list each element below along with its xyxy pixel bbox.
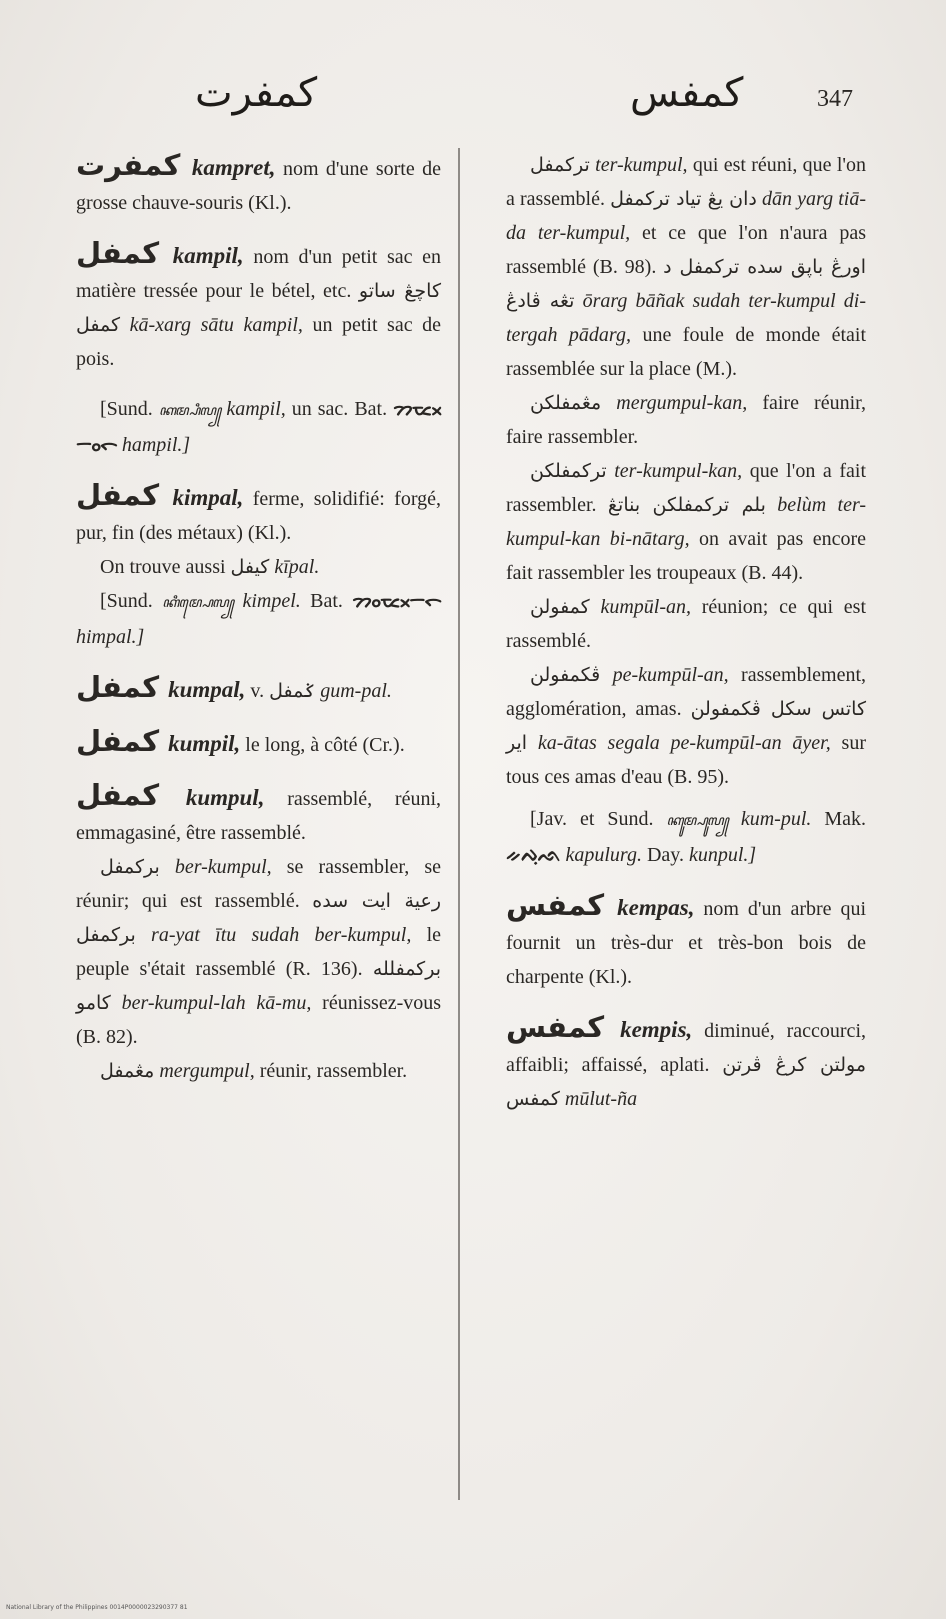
sund-label: [Sund. — [100, 398, 153, 420]
entry-kumpal — [76, 670, 441, 708]
example-arabic: مولتن كرڠ ڤرتن كمفس — [506, 1054, 866, 1110]
makassarese-script: ᨀᨄᨘᨒ — [506, 844, 561, 866]
example-translation: et ce que l'on n'aura pas rassemblé (B. 98). — [506, 222, 867, 278]
headword-arabic: كمفل — [76, 670, 160, 704]
example-arabic: دان يڠ تياد تركمفل — [610, 188, 757, 210]
entry-pekumpulan — [506, 658, 866, 794]
derivative-word: ter-kumpul-kan, — [614, 460, 743, 482]
javanese-script: ꦏꦸꦩ꧀ꦥꦸꦭ꧀ — [666, 813, 728, 829]
entry-kumpulan — [506, 590, 866, 658]
definition: ferme, solidifié: forgé, pur, fin (des métaux) (Kl.). — [76, 488, 441, 544]
jav-label: [Jav. et Sund. — [530, 808, 654, 830]
example-transliteration: kā-xarg sātu kampil, — [129, 314, 303, 336]
sundanese-word: kampil, — [226, 398, 286, 420]
batak-word: hampil.] — [121, 434, 191, 456]
batak-script: ᯂᯪᯔᯬᯇᯞ — [352, 590, 442, 612]
sundanese-script: ꦏꦩ꧀ꦥꦶꦭ꧀ — [158, 403, 221, 419]
headword-arabic: كمفس — [506, 888, 605, 922]
sund-label: [Sund. — [100, 590, 153, 612]
entry-kampil — [76, 236, 441, 376]
sundanese-word: kimpel. — [242, 590, 301, 612]
entry-kempas — [506, 888, 866, 994]
example-transliteration: ka-ātas segala pe-kumpūl-an āyer, — [537, 732, 831, 754]
example-transliteration: mūlut-ña — [564, 1088, 638, 1110]
reference-arabic: ݢمفل — [269, 680, 316, 702]
batak-script: ᯂᯔᯬᯇᯪᯞ — [76, 398, 442, 456]
derivative-word: kumpūl-an, — [600, 596, 691, 618]
derivative-word: ter-kumpul, — [595, 154, 688, 176]
definition: nom d'un petit sac en matière tressée pour le bétel, etc. — [76, 246, 442, 302]
example-arabic: بلم تركمفلكن بناتڠ — [607, 494, 766, 516]
derivative-arabic: تركمفل — [530, 154, 590, 176]
javanese-word: kum-pul. — [740, 808, 812, 830]
example-arabic: كاتس سکل ڤكمفولن اير — [506, 698, 866, 754]
variant-word: kīpal. — [274, 556, 320, 578]
example-transliteration: belùm ter-kumpul-kan bi-nātarg, — [506, 494, 867, 550]
entry-kempis — [506, 1010, 866, 1116]
see-also: v. — [250, 680, 265, 702]
derivative-arabic: بركمفل — [100, 856, 160, 878]
headword: kempas, — [617, 895, 695, 920]
bat-label: Bat. — [310, 590, 343, 612]
derivative-arabic: ڤكمفولن — [530, 664, 601, 686]
example-transliteration: ra-yat ītu sudah ber-kumpul, — [151, 924, 412, 946]
entry-kampret — [76, 148, 441, 220]
left-column — [76, 148, 441, 1104]
entry-terkumpulkan — [506, 454, 866, 590]
column-divider — [458, 148, 460, 1500]
definition: nom d'un arbre qui fournit un très-dur et très-bon bois de charpente (Kl.). — [506, 898, 867, 988]
example-translation: le peuple s'était rassemblé (R. 136). — [76, 924, 441, 980]
derivative-definition: qui est réuni, que l'on a rassemblé. — [506, 154, 867, 210]
derivative-word: ber-kumpul, — [174, 856, 272, 878]
scan-footer: National Library of the Philippines 0014P0000023290377 81 — [6, 1604, 188, 1611]
example-transliteration: ber-kumpul-lah kā-mu, — [121, 992, 312, 1014]
definition: le long, à côté (Cr.). — [245, 734, 405, 756]
example-translation: réunissez-vous (B. 82). — [76, 992, 442, 1048]
entry-kumpil — [76, 724, 441, 762]
headword-arabic: كمفس — [506, 1010, 605, 1044]
example-translation: une foule de monde était rassemblée sur la place (M.). — [506, 324, 867, 380]
derivative-definition: se rassembler, se réunir; qui est rassemblé. — [76, 856, 442, 912]
derivative-arabic: مڠمفل — [100, 1060, 155, 1082]
day-label: Day. — [646, 844, 684, 866]
headword-arabic: كمفل — [76, 236, 160, 270]
entry-kumpul-meng — [76, 1054, 441, 1088]
dayak-word: kunpul.] — [688, 844, 757, 866]
example-translation: sur tous ces amas d'eau (B. 95). — [506, 732, 866, 788]
entry-kumpul — [76, 778, 441, 850]
headword-arabic: كمفرت — [76, 148, 181, 182]
derivative-definition: rassemblement, agglomération, amas. — [506, 664, 867, 720]
derivative-definition: que l'on a fait rassembler. — [506, 460, 866, 516]
headword: kampret, — [191, 155, 276, 180]
entry-kimpal-variant — [76, 550, 441, 584]
right-column — [506, 148, 866, 1132]
example-transliteration: dān yarg tiā-da ter-kumpul, — [506, 188, 867, 244]
entry-kimpal — [76, 478, 441, 550]
headword-arabic: كمفل — [76, 478, 160, 512]
page-number: 347 — [817, 86, 853, 112]
entry-kumpul-ber — [76, 850, 441, 1054]
derivative-arabic: مڠمفلكن — [530, 392, 602, 414]
entry-mengumpulkan — [506, 386, 866, 454]
headword: kumpul, — [185, 785, 265, 810]
headword: kumpal, — [168, 677, 246, 702]
headword: kempis, — [620, 1017, 693, 1042]
definition: diminué, raccourci, affaibli; affaissé, aplati. — [506, 1020, 866, 1076]
entry-ter-kumpul — [506, 148, 866, 386]
headword: kimpal, — [172, 485, 244, 510]
derivative-arabic: كمفولن — [530, 596, 590, 618]
entry-kampil-cognates — [76, 392, 441, 462]
example-arabic: اورڠ باڽق سده تركمفل د تڠه ڤادڠ — [506, 256, 866, 312]
headword: kumpil, — [168, 731, 241, 756]
derivative-definition: faire réunir, faire rassembler. — [506, 392, 867, 448]
derivative-word: mergumpul, — [159, 1060, 255, 1082]
entry-kumpul-cognates — [506, 802, 866, 872]
running-head-right-arabic: كمفس — [630, 70, 744, 116]
derivative-word: pe-kumpūl-an, — [612, 664, 729, 686]
sundanese-script: ꦏꦶꦩ꧀ꦥꦺꦭ꧀ — [162, 595, 234, 611]
headword-arabic: كمفل — [76, 778, 160, 812]
headword: kampil, — [172, 243, 244, 268]
example-arabic: رعية ايت سده بركمفل — [76, 890, 441, 946]
variant-arabic: كيفل — [230, 556, 270, 578]
example-arabic: كاچڠ ساتو كمفل — [76, 280, 441, 336]
derivative-word: mergumpul-kan, — [616, 392, 748, 414]
definition: nom d'une sorte de grosse chauve-souris (Kl.). — [76, 158, 442, 214]
example-translation: on avait pas encore fait rassembler les troupeaux (B. 44). — [506, 528, 866, 584]
reference-word: gum-pal. — [320, 680, 392, 702]
variant-label: On trouve aussi — [100, 556, 226, 578]
batak-word: himpal.] — [76, 626, 145, 648]
example-arabic: بركمفلله كامو — [76, 958, 441, 1014]
derivative-definition: réunir, rassembler. — [259, 1060, 408, 1082]
cognate-text: un sac. Bat. — [291, 398, 388, 420]
makassarese-word: kapulurg. — [565, 844, 642, 866]
example-translation: un petit sac de pois. — [76, 314, 442, 370]
derivative-definition: réunion; ce qui est rassemblé. — [506, 596, 867, 652]
mak-label: Mak. — [824, 808, 867, 830]
example-transliteration: ōrarg bāñak sudah ter-kumpul di-tergah pādarg, — [506, 290, 867, 346]
derivative-arabic: تركمفلكن — [530, 460, 607, 482]
headword-arabic: كمفل — [76, 724, 160, 758]
definition: rassemblé, réuni, emmagasiné, être rassemblé. — [76, 788, 442, 844]
running-head-left-arabic: كمفرت — [195, 70, 318, 116]
entry-kimpal-cognates — [76, 584, 441, 654]
